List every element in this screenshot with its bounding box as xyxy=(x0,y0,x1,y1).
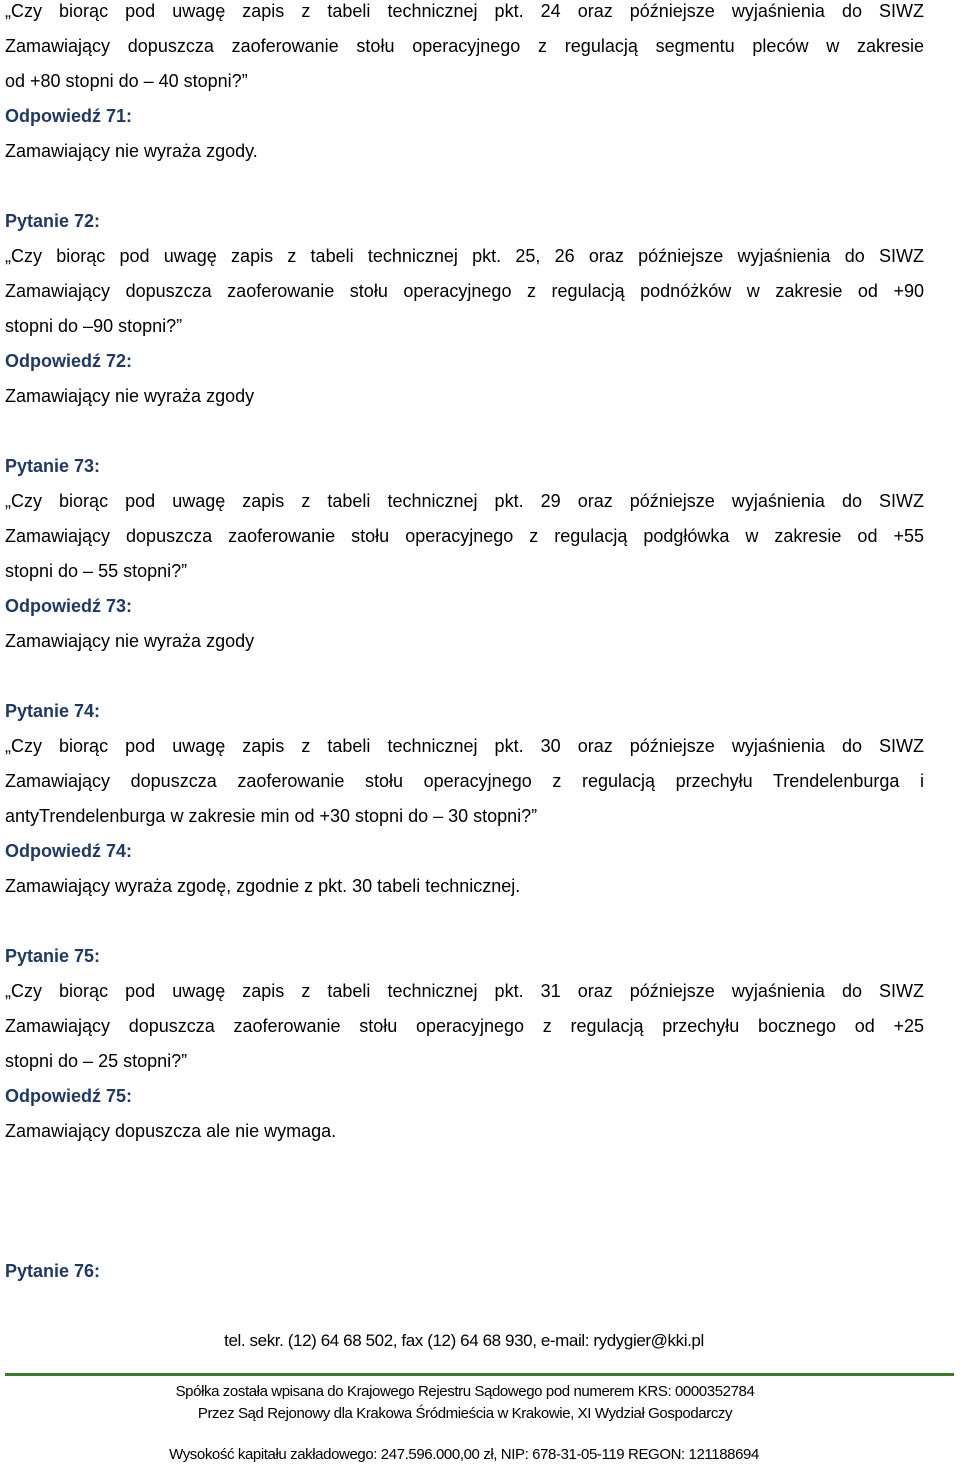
question-71-line-1: „Czy biorąc pod uwagę zapis z tabeli technicznej pkt. 24 oraz późniejsze wyjaśnienia do SIWZ xyxy=(5,1,924,21)
footer-capital: Wysokość kapitału zakładowego: 247.596.000,00 zł, NIP: 678-31-05-119 REGON: 121188694 xyxy=(169,1446,759,1463)
answer-74-label: Odpowiedź 74: xyxy=(5,841,133,861)
question-71-line-3: od +80 stopni do – 40 stopni?” xyxy=(5,71,248,91)
footer-registry-line-1: Spółka została wpisana do Krajowego Rejestru Sądowego pod numerem KRS: 0000352784 xyxy=(175,1383,755,1400)
question-74-line-2: Zamawiający dopuszcza zaoferowanie stołu operacyjnego z regulacją przechyłu Trendelenburga i xyxy=(5,771,924,791)
answer-72-text: Zamawiający nie wyraża zgody xyxy=(5,386,255,406)
footer-divider xyxy=(5,1373,954,1376)
footer-contact: tel. sekr. (12) 64 68 502, fax (12) 64 68 930, e-mail: rydygier@kki.pl xyxy=(224,1331,704,1350)
answer-72-label: Odpowiedź 72: xyxy=(5,351,133,371)
question-72-label: Pytanie 72: xyxy=(5,211,101,231)
answer-71-label: Odpowiedź 71: xyxy=(5,106,133,126)
question-74-line-1: „Czy biorąc pod uwagę zapis z tabeli technicznej pkt. 30 oraz późniejsze wyjaśnienia do SIWZ xyxy=(5,736,924,756)
answer-71-text: Zamawiający nie wyraża zgody. xyxy=(5,141,258,161)
answer-73-label: Odpowiedź 73: xyxy=(5,596,133,616)
question-75-line-3: stopni do – 25 stopni?” xyxy=(5,1051,188,1071)
answer-75-label: Odpowiedź 75: xyxy=(5,1086,133,1106)
question-72-line-1: „Czy biorąc pod uwagę zapis z tabeli technicznej pkt. 25, 26 oraz późniejsze wyjaśnienia do SIWZ xyxy=(5,246,924,266)
answer-73-text: Zamawiający nie wyraża zgody xyxy=(5,631,255,651)
question-73-line-1: „Czy biorąc pod uwagę zapis z tabeli technicznej pkt. 29 oraz późniejsze wyjaśnienia do SIWZ xyxy=(5,491,924,511)
question-71-line-2: Zamawiający dopuszcza zaoferowanie stołu operacyjnego z regulacją segmentu pleców w zakresie xyxy=(5,36,924,56)
question-73-line-2: Zamawiający dopuszcza zaoferowanie stołu operacyjnego z regulacją podgłówka w zakresie od +55 xyxy=(5,526,924,546)
footer-registry-line-2: Przez Sąd Rejonowy dla Krakowa Śródmieścia w Krakowie, XI Wydział Gospodarczy xyxy=(197,1405,733,1422)
question-72-line-3: stopni do –90 stopni?” xyxy=(5,316,183,336)
answer-74-text: Zamawiający wyraża zgodę, zgodnie z pkt. 30 tabeli technicznej. xyxy=(5,876,521,896)
question-73-label: Pytanie 73: xyxy=(5,456,101,476)
question-73-line-3: stopni do – 55 stopni?” xyxy=(5,561,188,581)
question-75-line-2: Zamawiający dopuszcza zaoferowanie stołu operacyjnego z regulacją przechyłu bocznego od +25 xyxy=(5,1016,924,1036)
question-74-label: Pytanie 74: xyxy=(5,701,101,721)
question-76-label: Pytanie 76: xyxy=(5,1261,101,1281)
question-75-label: Pytanie 75: xyxy=(5,946,101,966)
question-74-line-3: antyTrendelenburga w zakresie min od +30 stopni do – 30 stopni?” xyxy=(5,806,538,826)
question-72-line-2: Zamawiający dopuszcza zaoferowanie stołu operacyjnego z regulacją podnóżków w zakresie od +90 xyxy=(5,281,924,301)
question-75-line-1: „Czy biorąc pod uwagę zapis z tabeli technicznej pkt. 31 oraz późniejsze wyjaśnienia do SIWZ xyxy=(5,981,924,1001)
answer-75-text: Zamawiający dopuszcza ale nie wymaga. xyxy=(5,1121,337,1141)
